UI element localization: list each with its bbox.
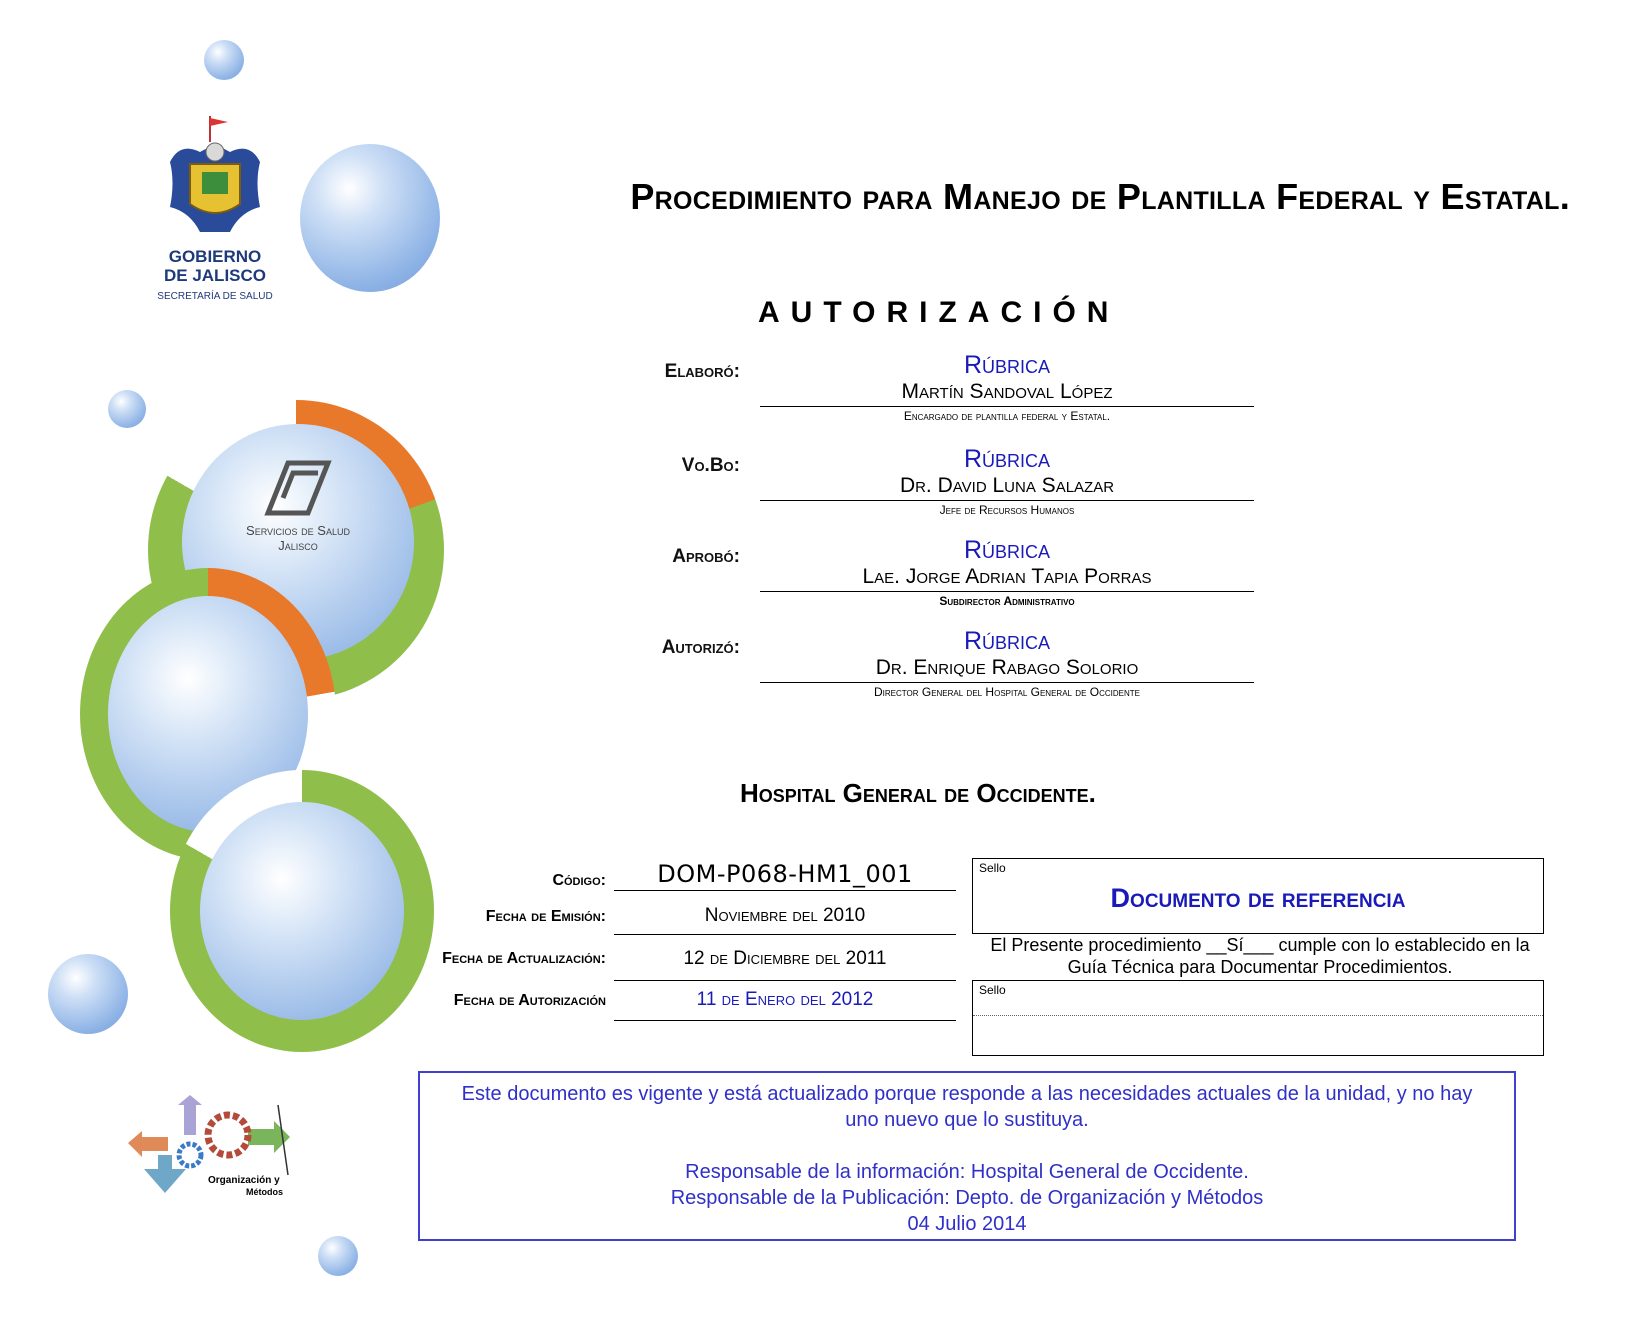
ssj-emblem-icon xyxy=(263,458,333,518)
jalisco-logo xyxy=(150,112,280,312)
code-label-row-3 xyxy=(440,944,608,974)
notice-line-4: 04 Julio 2014 xyxy=(907,1213,1027,1235)
hospital-heading: Hospital General de Occidente. xyxy=(740,778,1096,808)
emission-date-value: Noviembre del 2010 xyxy=(614,898,956,935)
signer-role: Jefe de Recursos Humanos xyxy=(939,503,1075,517)
code-label-row-1 xyxy=(440,866,608,896)
signer-block-vobo xyxy=(760,444,1254,519)
signer-name: Lae. Jorge Adrian Tapia Porras xyxy=(760,565,1254,592)
signer-block-elaboro xyxy=(760,350,1254,425)
signer-rubrica: Rúbrica xyxy=(963,351,1051,379)
signer-rubrica: Rúbrica xyxy=(963,627,1051,655)
decor-bubble-1 xyxy=(204,40,244,80)
reference-stamp-box xyxy=(972,858,1544,934)
signer-label-elaboro: Elaboró: xyxy=(664,361,740,382)
decor-bubble-5 xyxy=(318,1236,358,1276)
decor-bubble-2 xyxy=(300,144,440,292)
signer-name: Dr. David Luna Salazar xyxy=(760,474,1254,501)
second-stamp-box xyxy=(972,980,1544,1056)
logo-text-line2: DE JALISCO xyxy=(163,266,267,285)
emission-date-label: Fecha de Emisión: xyxy=(485,908,606,925)
signer-rubrica: Rúbrica xyxy=(963,445,1051,473)
signer-role: Subdirector Administrativo xyxy=(939,594,1075,608)
om-text-line1: Organización y xyxy=(208,1175,280,1186)
decor-bubble-3 xyxy=(108,390,146,428)
signer-block-autorizo xyxy=(760,626,1254,701)
validity-notice xyxy=(418,1071,1516,1241)
ssj-text-line2: Jalisco xyxy=(278,538,318,553)
signer-role: Director General del Hospital General de Occidente xyxy=(874,685,1140,699)
stamp-divider xyxy=(973,1015,1543,1016)
om-text-line2: Métodos xyxy=(246,1187,283,1197)
update-date-label: Fecha de Actualización: xyxy=(442,950,606,967)
code-label: Código: xyxy=(552,872,606,889)
signer-name: Martín Sandoval López xyxy=(760,380,1254,407)
authorization-heading: AUTORIZACIÓN xyxy=(758,296,1120,329)
update-date-value: 12 de Diciembre del 2011 xyxy=(614,938,956,981)
signer-label-aprobo: Aprobó: xyxy=(672,546,740,567)
signer-block-aprobo xyxy=(760,535,1254,610)
coat-of-arms-icon xyxy=(160,112,270,242)
logo-subtext: SECRETARÍA DE SALUD xyxy=(157,291,273,302)
signer-label-autorizo: Autorizó: xyxy=(661,637,740,658)
notice-line-3: Responsable de la Publicación: Depto. de Organización y Métodos xyxy=(670,1187,1264,1209)
signer-role: Encargado de plantilla federal y Estatal. xyxy=(903,409,1111,423)
notice-line-1: Este documento es vigente y está actualizado porque responde a las necesidades actuales de la unidad, y no hay uno nuevo que lo sustituya. xyxy=(461,1083,1473,1131)
code-value: DOM-P068-HM1_001 xyxy=(614,858,956,891)
signer-rubrica: Rúbrica xyxy=(963,536,1051,564)
signer-name: Dr. Enrique Rabago Solorio xyxy=(760,656,1254,683)
stamp-label: Sello xyxy=(979,983,1006,997)
compliance-text: El Presente procedimiento __Sí___ cumple con lo establecido en la Guía Técnica para Documentar Procedimientos. xyxy=(990,935,1530,977)
bottom-ring xyxy=(170,770,434,1052)
ssj-text-line1: Servicios de Salud xyxy=(246,523,350,538)
code-label-row-2 xyxy=(440,902,608,932)
authorization-date-value: 11 de Enero del 2012 xyxy=(614,980,956,1021)
logo-text-line1: GOBIERNO xyxy=(168,247,262,266)
signer-label-vobo: Vo.Bo: xyxy=(681,455,740,476)
om-logo xyxy=(128,1095,308,1205)
page-title: Procedimiento para Manejo de Plantilla Federal y Estatal. xyxy=(630,176,1570,217)
code-label-row-4 xyxy=(440,986,608,1016)
authorization-date-label: Fecha de Autorización xyxy=(453,992,606,1009)
title-container xyxy=(440,176,1580,232)
notice-line-2: Responsable de la información: Hospital General de Occidente. xyxy=(685,1161,1249,1183)
stamp-label: Sello xyxy=(979,861,1006,875)
reference-heading: Documento de referencia xyxy=(1110,883,1406,913)
decor-bubble-4 xyxy=(48,954,128,1034)
ssj-logo xyxy=(228,458,368,553)
